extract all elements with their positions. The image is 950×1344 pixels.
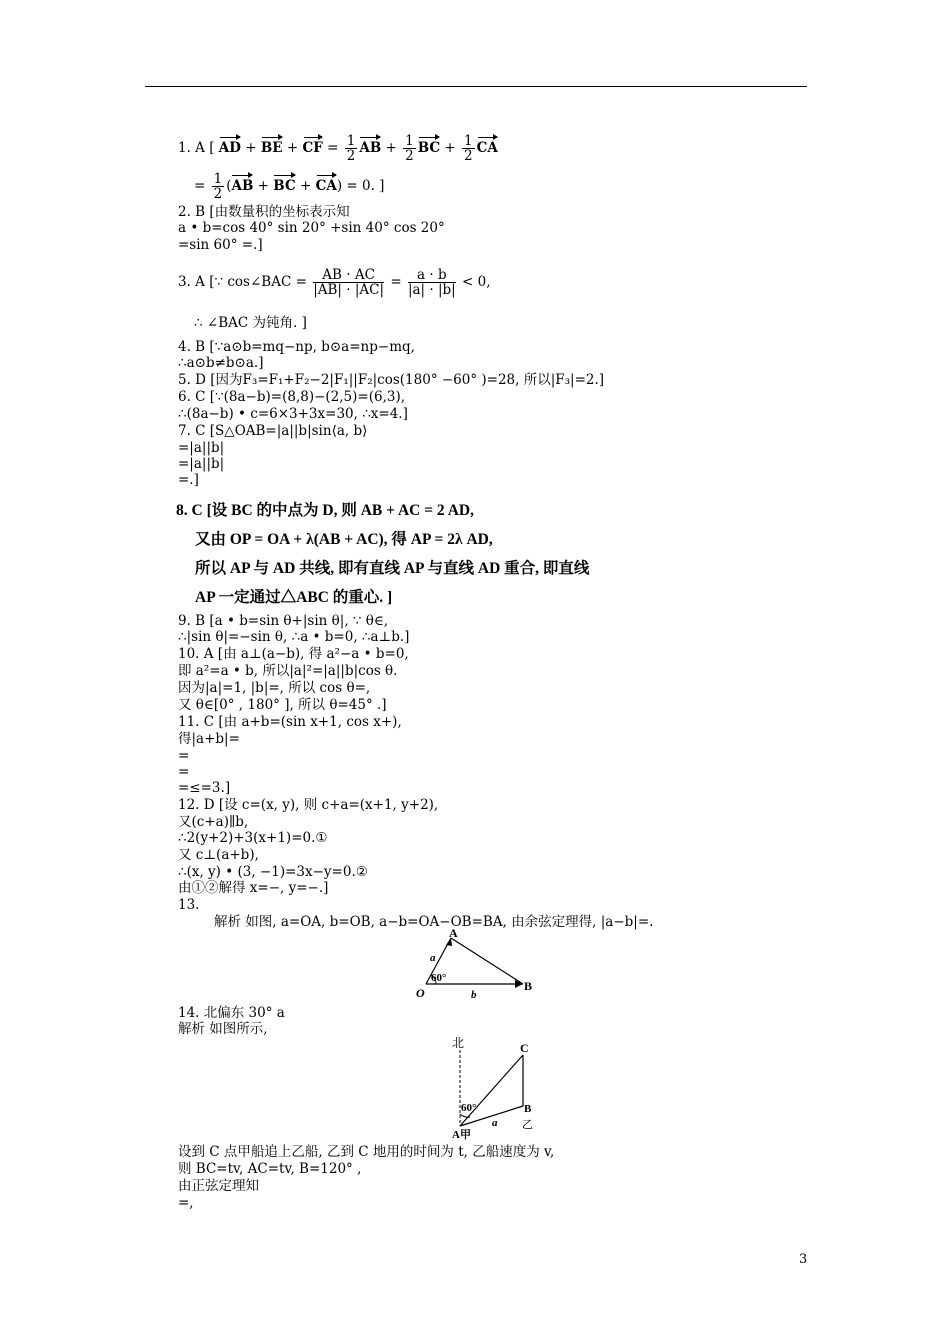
answer-6-line-1: 6. C [∵(8a−b)=(8,8)−(2,5)=(6,3),	[178, 389, 406, 405]
vector-ad: AD	[218, 140, 241, 156]
answer-2-line-2: a • b=cos 40° sin 20° +sin 40° cos 20°	[178, 220, 445, 236]
answer-7-line-3: =|a||b|	[178, 456, 225, 472]
label-o-point: O	[416, 986, 425, 1000]
label-angle: 60°	[431, 972, 447, 984]
label-a-point: A	[449, 928, 458, 940]
fraction-half: $\frac{1}{2}$	[464, 133, 473, 164]
answer-11-line-1: 11. C [由 a+b=(sin x+1, cos x+),	[178, 714, 402, 730]
segment-ac	[460, 1055, 523, 1126]
label-a-length: a	[492, 1117, 498, 1129]
answer-10-line-1: 10. A [由 a⊥(a−b), 得 a²−a • b=0,	[178, 646, 409, 662]
label-b-point: B	[524, 1103, 532, 1115]
answer-12-line-6: 由①②解得 x=−, y=−.]	[178, 880, 329, 896]
fraction-cos-bac: $\frac{AB \cdot AC}{|AB| \cdot |AC|}$	[313, 267, 385, 298]
answer-14-line-3: 设到 C 点甲船追上乙船, 乙到 C 地用的时间为 t, 乙船速度为 v,	[178, 1144, 555, 1160]
segment-ab	[451, 938, 523, 984]
answer-14-line-6: =,	[178, 1195, 194, 1211]
answer-12-line-5: ∴(x, y) • (3, −1)=3x−y=0.②	[178, 864, 368, 880]
answer-11-line-5: =≤=3.]	[178, 780, 231, 796]
answer-6-line-2: ∴(8a−b) • c=6×3+3x=30, ∴x=4.]	[178, 406, 408, 422]
answer-3-line-2: ∴ ∠BAC 为钝角. ]	[194, 315, 307, 331]
answer-4-line-2: ∴a⊙b≠b⊙a.]	[178, 355, 264, 371]
answer-7-line-4: =.]	[178, 472, 199, 488]
figure-13-triangle	[405, 928, 540, 1002]
answer-12-line-2: 又(c+a)∥b,	[178, 814, 249, 830]
answer-8-line-2: 又由 OP = OA + λ(AB + AC), 得 AP = 2λ AD,	[195, 531, 493, 548]
answer-14-line-1: 14. 北偏东 30° a	[178, 1005, 285, 1021]
answer-13-line-1: 13.	[178, 897, 200, 913]
vector-ab: AB	[359, 140, 382, 156]
page-number: 3	[799, 1252, 808, 1267]
header-rule	[145, 86, 807, 87]
label-angle: 60°	[461, 1102, 477, 1114]
answer-1-line-2: = $\frac{1}{2}$ (AB + BC + CA) = 0. ]	[194, 171, 385, 202]
label-yi: 乙	[522, 1119, 533, 1131]
answer-12-line-3: ∴2(y+2)+3(x+1)=0.①	[178, 830, 328, 846]
label-a-point: A甲	[452, 1129, 471, 1141]
answer-4-line-1: 4. B [∵a⊙b=mq−np, b⊙a=np−mq,	[178, 339, 415, 355]
answer-5-line-1: 5. D [因为F₃=F₁+F₂−2|F₁||F₂|cos(180° −60° )=28, 所以|F₃|=2.]	[178, 372, 605, 388]
fraction-half: $\frac{1}{2}$	[346, 133, 356, 164]
answer-10-line-3: 因为|a|=1, |b|=, 所以 cos θ=,	[178, 680, 371, 696]
answer-14-line-5: 由正弦定理知	[178, 1178, 259, 1194]
answer-7-line-2: =|a||b|	[178, 440, 225, 456]
label-b-vector: b	[471, 989, 477, 1001]
answer-1-number: 1. A	[178, 140, 205, 156]
answer-10-line-2: 即 a²=a • b, 所以|a|²=|a||b|cos θ.	[178, 663, 398, 679]
answer-10-line-4: 又 θ∈[0° , 180° ], 所以 θ=45° .]	[178, 697, 387, 713]
label-a-vector: a	[430, 952, 436, 964]
figure-14-navigation	[440, 1034, 540, 1144]
answer-9-line-1: 9. B [a • b=sin θ+|sin θ|, ∵ θ∈,	[178, 613, 389, 629]
answer-1-bracket: [	[209, 140, 215, 156]
label-b-point: B	[524, 979, 533, 993]
fraction-half: $\frac{1}{2}$	[405, 133, 414, 164]
answer-9-line-2: ∴|sin θ|=−sin θ, ∴a • b=0, ∴a⊥b.]	[178, 629, 410, 645]
vector-bc: BC	[417, 140, 441, 156]
answer-11-line-3: =	[178, 748, 190, 764]
answer-1-line-1: 1. A [ AD + BE + CF = $\frac{1}{2}$ AB + $\frac{1}{2}$ BC + $\frac{1}{2}$ CA	[178, 133, 498, 164]
answer-14-line-4: 则 BC=tv, AC=tv, B=120° ,	[178, 1161, 362, 1177]
answer-8-line-3: 所以 AP 与 AD 共线, 即有直线 AP 与直线 AD 重合, 即直线	[195, 560, 590, 577]
label-north: 北	[452, 1036, 465, 1050]
vector-be: BE	[260, 140, 283, 156]
answer-13-line-2: 解析 如图, a=OA, b=OB, a−b=OA−OB=BA, 由余弦定理得, |a−b|=.	[214, 914, 654, 930]
vector-ca: CA	[476, 140, 498, 156]
fraction-ab: $\frac{a \cdot b}{|a| \cdot |b|}$	[407, 267, 456, 298]
answer-2-line-3: =sin 60° =.]	[178, 237, 263, 253]
answer-11-line-4: =	[178, 764, 190, 780]
answer-8-line-1: 8. C [设 BC 的中点为 D, 则 AB + AC = 2 AD,	[176, 502, 474, 519]
fraction-half: $\frac{1}{2}$	[213, 171, 223, 202]
answer-11-line-2: 得|a+b|=	[178, 731, 240, 747]
vector-cf: CF	[302, 140, 323, 156]
answer-8-line-4: AP 一定通过△ABC 的重心. ]	[195, 589, 393, 606]
answer-14-line-2: 解析 如图所示,	[178, 1021, 268, 1037]
answer-12-line-1: 12. D [设 c=(x, y), 则 c+a=(x+1, y+2),	[178, 797, 439, 813]
answer-3-line-1: 3. A [∵ cos∠BAC = $\frac{AB \cdot AC}{|AB| \cdot |AC|}$ = $\frac{a \cdot b}{|a| \cdot |b|}$ < 0,	[178, 267, 491, 298]
label-c-point: C	[520, 1041, 529, 1055]
answer-12-line-4: 又 c⊥(a+b),	[178, 847, 259, 863]
answer-7-line-1: 7. C [S△OAB=|a||b|sin⟨a, b⟩	[178, 423, 368, 439]
answer-2-line-1: 2. B [由数量积的坐标表示知	[178, 204, 350, 220]
